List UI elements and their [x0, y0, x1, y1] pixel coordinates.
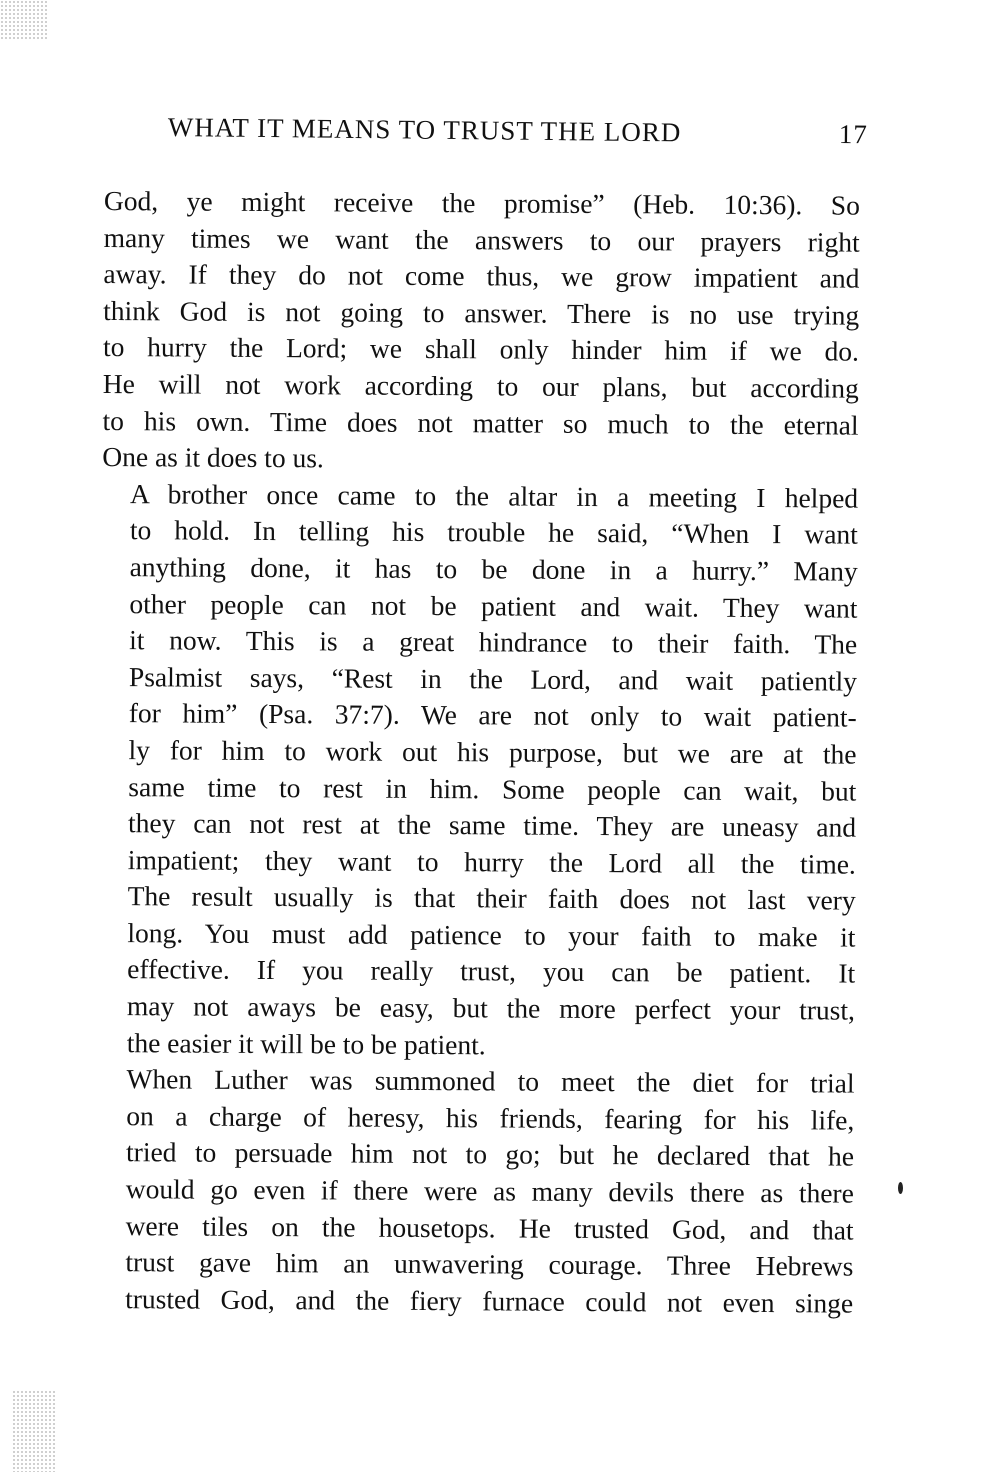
text-line: to his own. Time does not matter so much to the eternal [102, 404, 859, 441]
text-line: Psalmist says, “Rest in the Lord, and wait patiently [128, 660, 858, 697]
scan-noise-top-left [0, 0, 48, 40]
page-number: 17 [838, 119, 868, 150]
text-line: impatient; they want to hurry the Lord all the time. [127, 843, 856, 880]
paragraph-3 [97, 1061, 855, 1322]
text-line: they can not rest at the same time. They are uneasy and [127, 807, 857, 843]
text-line: He will not work according to our plans, but according [102, 367, 859, 404]
text-line: trusted God, and the fiery furnace could not even singe [125, 1282, 854, 1319]
text-line: think God is not going to answer. There is no use trying [103, 294, 860, 331]
text-line: anything done, it has to be done in a hurry.” Many [129, 551, 858, 587]
text-line: long. You must add patience to your faith to make it [127, 917, 856, 953]
text-line: to hold. In telling his trouble he said, “When I want [129, 514, 858, 550]
text-line: One as it does to us. [102, 441, 324, 474]
running-head-title: WHAT IT MEANS TO TRUST THE LORD [167, 112, 682, 148]
text-line: The result usually is that their faith does not last very [127, 880, 856, 916]
text-line: trust gave him an unwavering courage. Three Hebrews [125, 1246, 854, 1282]
text-line: tried to persuade him not to go; but he declared that he [125, 1136, 855, 1173]
text-line: for him” (Psa. 37:7). We are not only to wait patient- [128, 697, 857, 733]
running-head [168, 112, 868, 163]
text-line: effective. If you really trust, you can be patient. It [127, 953, 856, 990]
scan-noise-bottom-left [12, 1390, 56, 1472]
text-line: may not aways be easy, but the more perfect your trust, [126, 990, 856, 1026]
text-line: When Luther was summoned to meet the diet for trial [126, 1063, 855, 1099]
paragraph-1 [102, 183, 860, 480]
text-line: A brother once came to the altar in a meeting I helped [130, 477, 859, 514]
text-line: God, ye might receive the promise” (Heb. 10:36). So [103, 184, 860, 221]
text-line: ly for him to work out his purpose, but we are at the [128, 734, 857, 770]
paragraph-2 [99, 476, 859, 1066]
text-line: same time to rest in him. Some people can wait, but [128, 770, 857, 807]
text-line: it now. This is a great hindrance to their faith. The [129, 624, 858, 660]
ink-speck [898, 1182, 903, 1194]
body-text [97, 183, 860, 1322]
text-line: the easier it will be to be patient. [126, 1026, 486, 1061]
text-line: on a charge of heresy, his friends, fearing for his life, [126, 1099, 855, 1136]
text-line: away. If they do not come thus, we grow impatient and [103, 258, 860, 294]
text-line: other people can not be patient and wait. They want [129, 587, 858, 624]
text-line: to hurry the Lord; we shall only hinder him if we do. [102, 331, 860, 367]
text-line: many times we want the answers to our prayers right [103, 221, 860, 258]
text-line: would go even if there were as many devils there as there [125, 1173, 854, 1209]
text-line: were tiles on the housetops. He trusted God, and that [125, 1209, 854, 1246]
